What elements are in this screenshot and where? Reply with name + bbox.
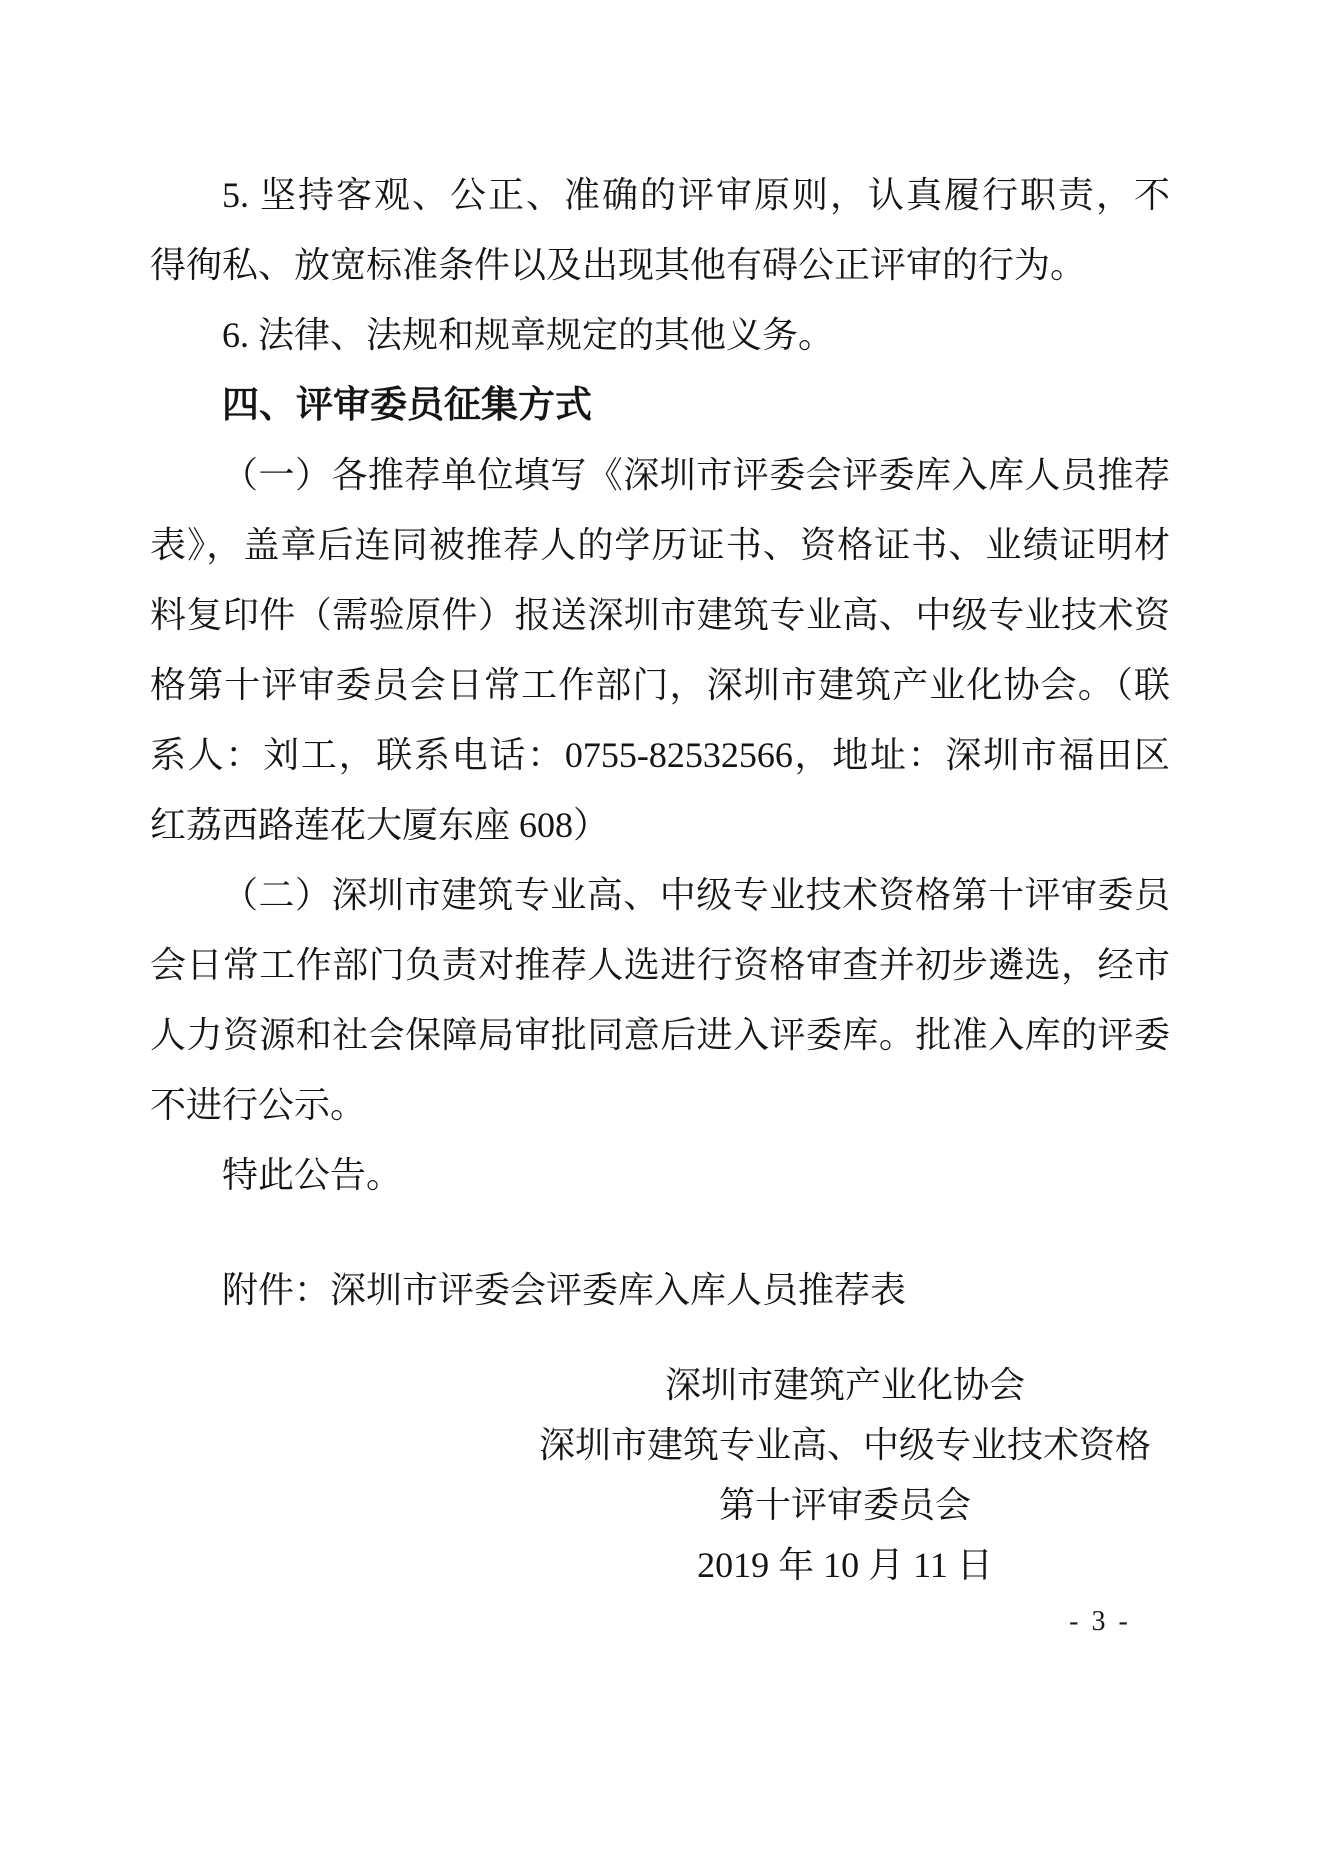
closing-line: 特此公告。 bbox=[222, 1155, 403, 1195]
para-two-line-2: 会日常工作部门负责对推荐人选进行资格审查并初步遴选，经市 bbox=[150, 945, 1170, 985]
para-one-line-1: （一）各推荐单位填写《深圳市评委会评委库入库人员推荐 bbox=[222, 455, 1170, 495]
duty-item-5-line-1: 5. 坚持客观、公正、准确的评审原则，认真履行职责，不 bbox=[222, 175, 1170, 215]
para-one-line-4: 格第十评审委员会日常工作部门，深圳市建筑产业化协会。（联 bbox=[150, 665, 1170, 705]
signature-org-1: 深圳市建筑产业化协会 bbox=[664, 1365, 1025, 1405]
signature-block bbox=[150, 1355, 1170, 1595]
section-heading-4: 四、评审委员征集方式 bbox=[222, 384, 592, 425]
page-number: - 3 - bbox=[1069, 1606, 1131, 1637]
document-body bbox=[150, 160, 1170, 1595]
duty-item-5-line-2: 得徇私、放宽标准条件以及出现其他有碍公正评审的行为。 bbox=[150, 245, 1087, 285]
attachment-line: 附件：深圳市评委会评委库入库人员推荐表 bbox=[222, 1270, 907, 1310]
para-one-line-6: 红荔西路莲花大厦东座 608） bbox=[150, 805, 610, 845]
para-two-line-1: （二）深圳市建筑专业高、中级专业技术资格第十评审委员 bbox=[222, 875, 1170, 915]
signature-org-2: 深圳市建筑专业高、中级专业技术资格 bbox=[538, 1425, 1151, 1465]
para-one-line-5: 系人：刘工，联系电话：0755-82532566，地址：深圳市福田区 bbox=[150, 735, 1170, 775]
date-line: 2019 年 10 月 11 日 bbox=[697, 1545, 993, 1585]
duty-item-6: 6. 法律、法规和规章规定的其他义务。 bbox=[222, 315, 835, 355]
para-two-line-3: 人力资源和社会保障局审批同意后进入评委库。批准入库的评委 bbox=[150, 1015, 1170, 1055]
para-one-line-3: 料复印件（需验原件）报送深圳市建筑专业高、中级专业技术资 bbox=[150, 595, 1170, 635]
signature-org-3: 第十评审委员会 bbox=[718, 1485, 971, 1525]
para-two-line-4: 不进行公示。 bbox=[150, 1085, 367, 1125]
para-one-line-2: 表》，盖章后连同被推荐人的学历证书、资格证书、业绩证明材 bbox=[150, 525, 1170, 565]
